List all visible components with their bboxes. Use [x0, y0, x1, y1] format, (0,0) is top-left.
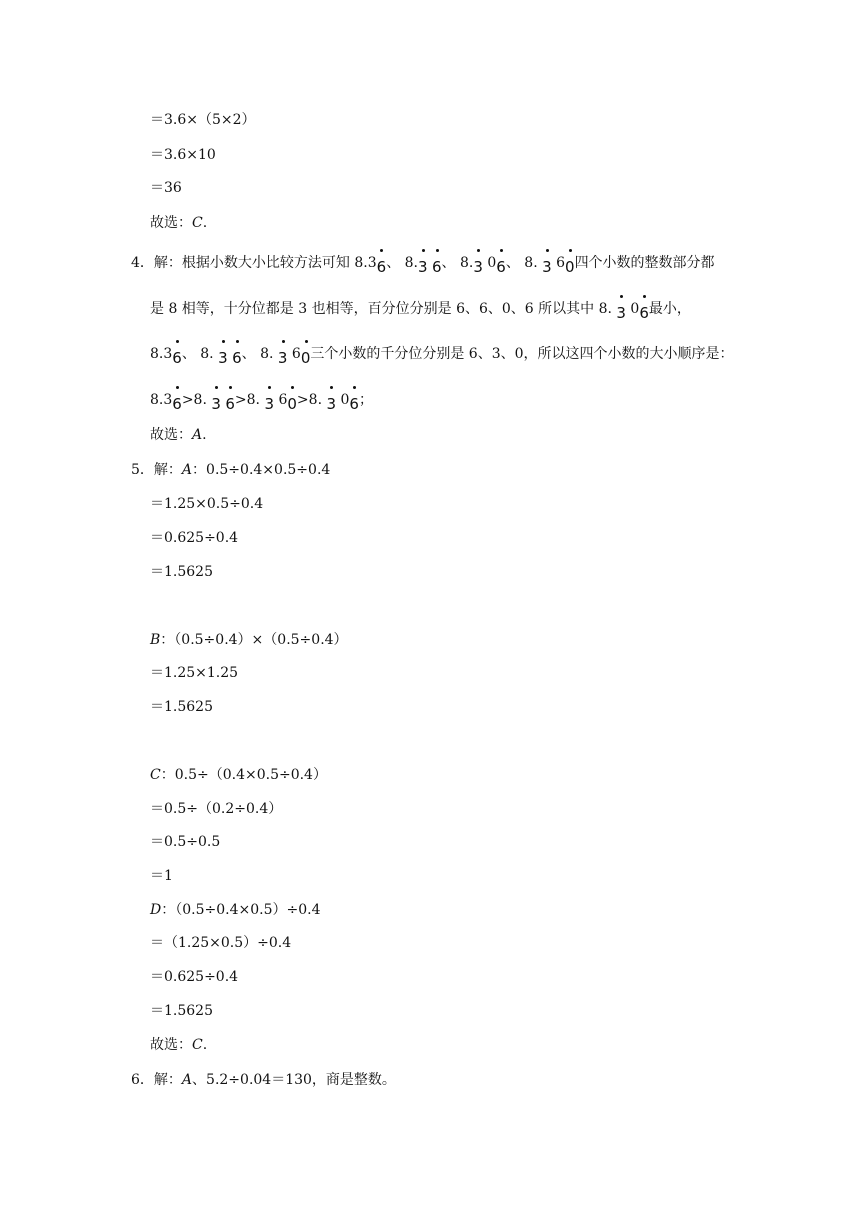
answer-line: 故选：C. [150, 215, 208, 231]
calc-line: ＝3.6×10 [150, 147, 216, 163]
calc-line: ＝（1.25×0.5）÷0.4 [150, 935, 292, 951]
q5-option-d: D：（0.5÷0.4×0.5）÷0.4 [150, 902, 321, 918]
question-number: 6． [131, 1072, 154, 1088]
q4-line-2: 是 8 相等，十分位都是 3 也相等，百分位分别是 6、6、0、6 所以其中 8. 3 06最小， [150, 301, 691, 322]
calc-line: ＝1 [150, 868, 173, 884]
calc-line: ＝1.5625 [150, 1003, 213, 1019]
calc-line: ＝3.6×（5×2） [150, 112, 256, 128]
calc-line: ＝1.25×0.5÷0.4 [150, 496, 264, 512]
calc-line: ＝0.5÷0.5 [150, 834, 221, 850]
calc-line: ＝0.625÷0.4 [150, 530, 239, 546]
question-number: 5． [131, 462, 154, 478]
q4-line-4: 8.36>8. 3 6>8. 3 60>8. 3 06； [150, 392, 373, 413]
q5-option-c: C：0.5÷（0.4×0.5÷0.4） [150, 767, 327, 783]
calc-line: ＝1.5625 [150, 699, 213, 715]
q6-line: 6．解：A、5.2÷0.04＝130，商是整数。 [131, 1072, 396, 1088]
calc-line: ＝1.5625 [150, 564, 213, 580]
calc-line: ＝0.625÷0.4 [150, 969, 239, 985]
calc-line: ＝1.25×1.25 [150, 665, 239, 681]
q4-line-1: 4．解：根据小数大小比较方法可知 8.36、 8.3 6、 8.3 06、 8. 3 60四个小数的整数部分都 [131, 255, 715, 276]
question-number: 4． [131, 255, 154, 271]
calc-line: ＝0.5÷（0.2÷0.4） [150, 801, 283, 817]
q4-line-3: 8.36、 8. 3 6、 8. 3 60三个小数的千分位分别是 6、3、0，所以这四个小数的大小顺序是： [150, 346, 734, 367]
answer-line: 故选：A. [150, 427, 207, 443]
q5-option-b: B：（0.5÷0.4）×（0.5÷0.4） [150, 632, 348, 648]
q5-head: 5．解：A：0.5÷0.4×0.5÷0.4 [131, 462, 331, 478]
calc-line: ＝36 [150, 180, 182, 196]
answer-line: 故选：C. [150, 1037, 208, 1053]
